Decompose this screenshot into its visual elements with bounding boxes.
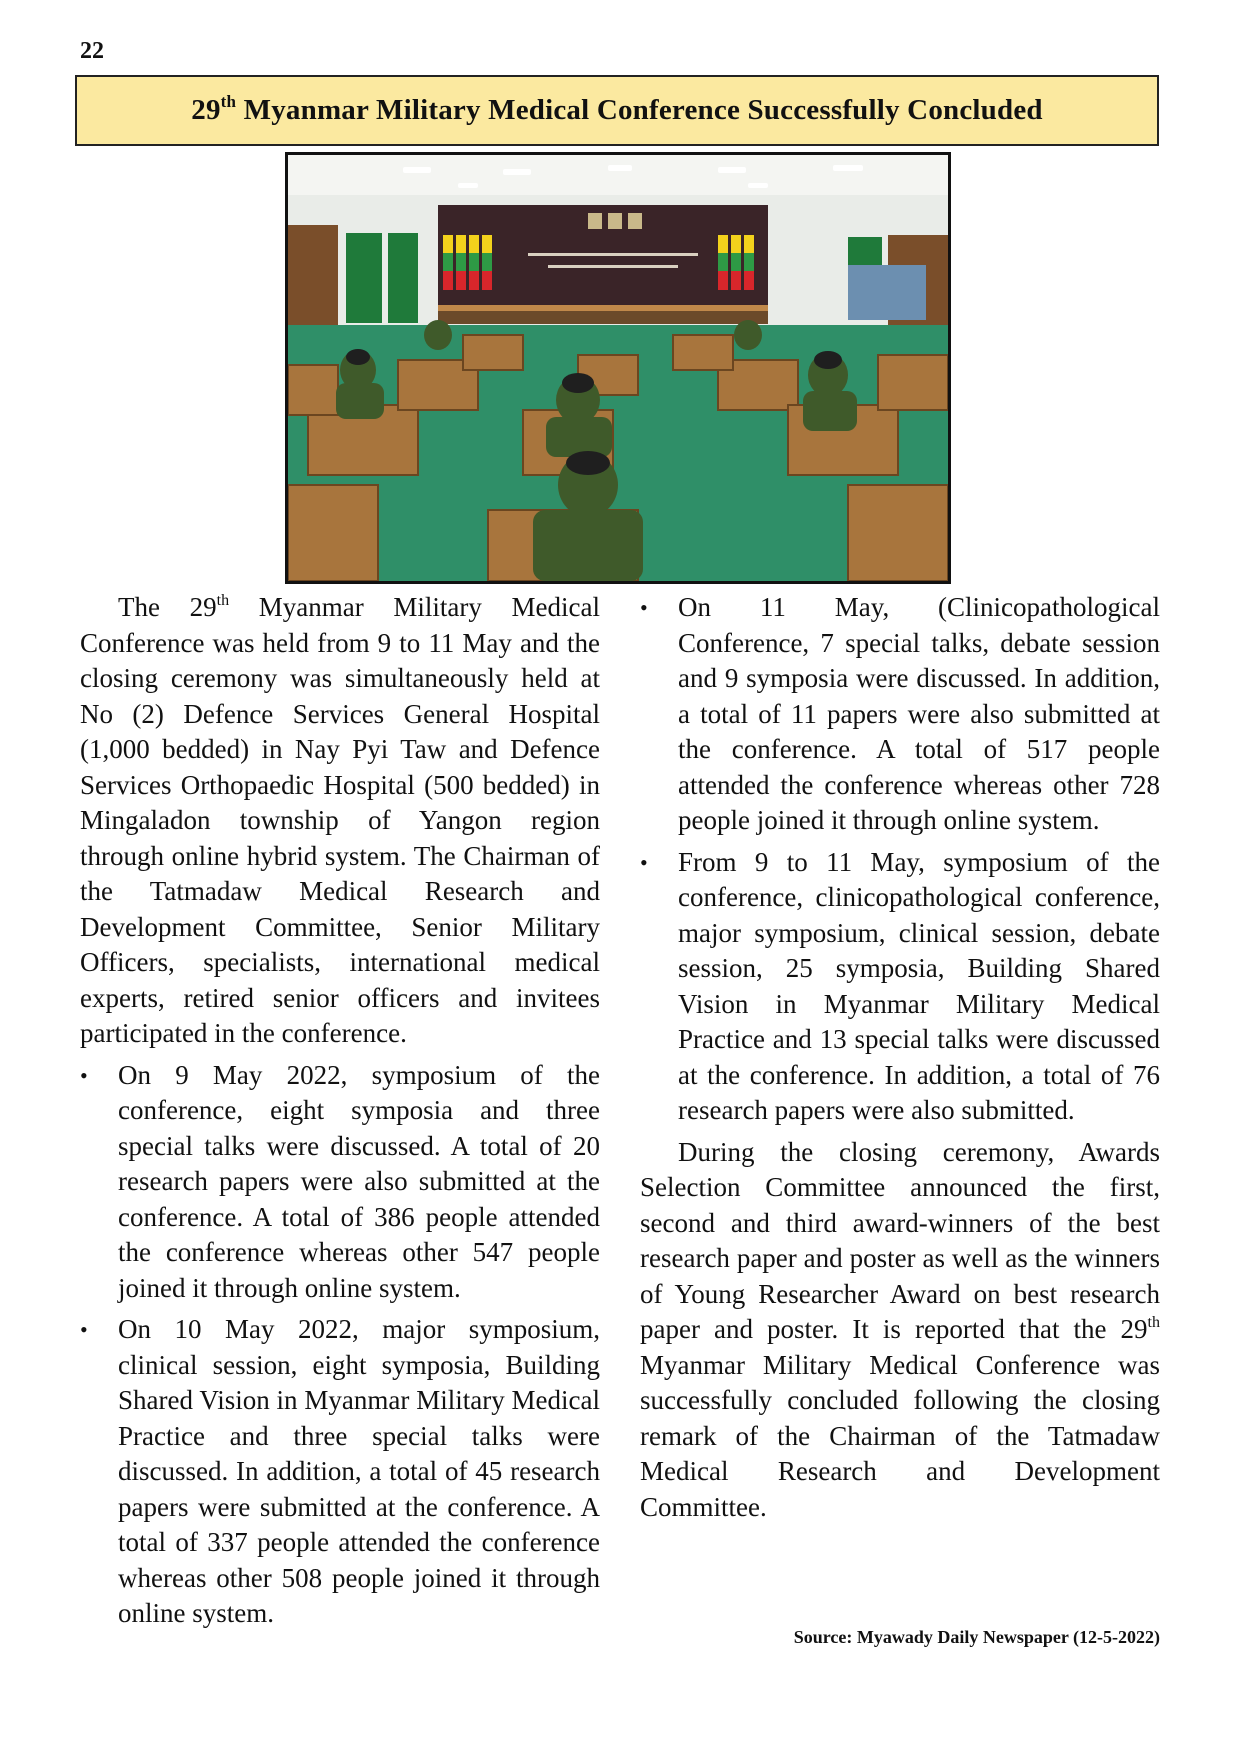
closing-post: Myanmar Military Medical Conference was successfully concluded following the closing remark of the Chairman of the Tatmadaw Medical Research and Development Committee.: [640, 1349, 1160, 1522]
conference-photo: [285, 152, 951, 584]
conference-hall-photo-icon: [288, 155, 948, 581]
title-post: Myanmar Military Medical Conference Successfully Concluded: [236, 94, 1043, 126]
source-citation: Source: Myawady Daily Newspaper (12-5-2022): [793, 1627, 1160, 1647]
closing-pre: During the closing ceremony, Awards Selection Committee announced the first, second and third award-winners of the best research paper and poster as well as the winners of Young Researcher Award on best research paper and poster. It is reported that the 29: [640, 1136, 1160, 1344]
bullet-item: • On 9 May 2022, symposium of the conference, eight symposia and three special talks were discussed. A total of 20 research papers were also submitted at the conference. A total of 386 people attended the conference whereas other 547 people joined it through online system.: [80, 1058, 600, 1307]
bullet-item: • On 11 May, (Clinicopathological Conference, 7 special talks, debate session and 9 symposia were discussed. In addition, a total of 11 papers were also submitted at the conference. A total of 517 people attended the conference whereas other 728 people joined it through online system.: [640, 590, 1160, 839]
title-pre: 29: [191, 94, 221, 126]
bullet-item: • From 9 to 11 May, symposium of the conference, clinicopathological conference, major symposium, clinical session, debate session, 25 symposia, Building Shared Vision in Myanmar Military Medical Practice and 13 special talks were discussed at the conference. In addition, a total of 76 research papers were also submitted.: [640, 845, 1160, 1129]
right-column: [640, 590, 1160, 1525]
bullet-item: • On 10 May 2022, major symposium, clinical session, eight symposia, Building Shared Vision in Myanmar Military Medical Practice and three special talks were discussed. In addition, a total of 45 research papers were submitted at the conference. A total of 337 people attended the conference whereas other 508 people joined it through online system.: [80, 1312, 600, 1632]
page-number: 22: [80, 38, 104, 64]
title-banner: [75, 75, 1159, 146]
right-bullet-list: [640, 590, 1160, 1129]
intro-post: Myanmar Military Medical Conference was held from 9 to 11 May and the closing ceremony was simultaneously held at No (2) Defence Services General Hospital (1,000 bedded) in Nay Pyi Taw and Defence Services Orthopaedic Hospital (500 bedded) in Mingaladon township of Yangon region through online hybrid system. The Chairman of the Tatmadaw Medical Research and Development Committee, Senior Military Officers, specialists, international medical experts, retired senior officers and invitees participated in the conference.: [80, 592, 600, 1048]
closing-paragraph: [640, 1135, 1160, 1526]
left-bullet-list: [80, 1058, 600, 1632]
left-column: [80, 590, 600, 1638]
article-title: [191, 94, 1042, 127]
closing-sup: th: [1147, 1314, 1160, 1331]
intro-sup: th: [216, 592, 230, 609]
intro-pre: The 29: [118, 592, 217, 622]
title-sup: th: [220, 92, 237, 111]
intro-paragraph: [80, 590, 600, 1052]
